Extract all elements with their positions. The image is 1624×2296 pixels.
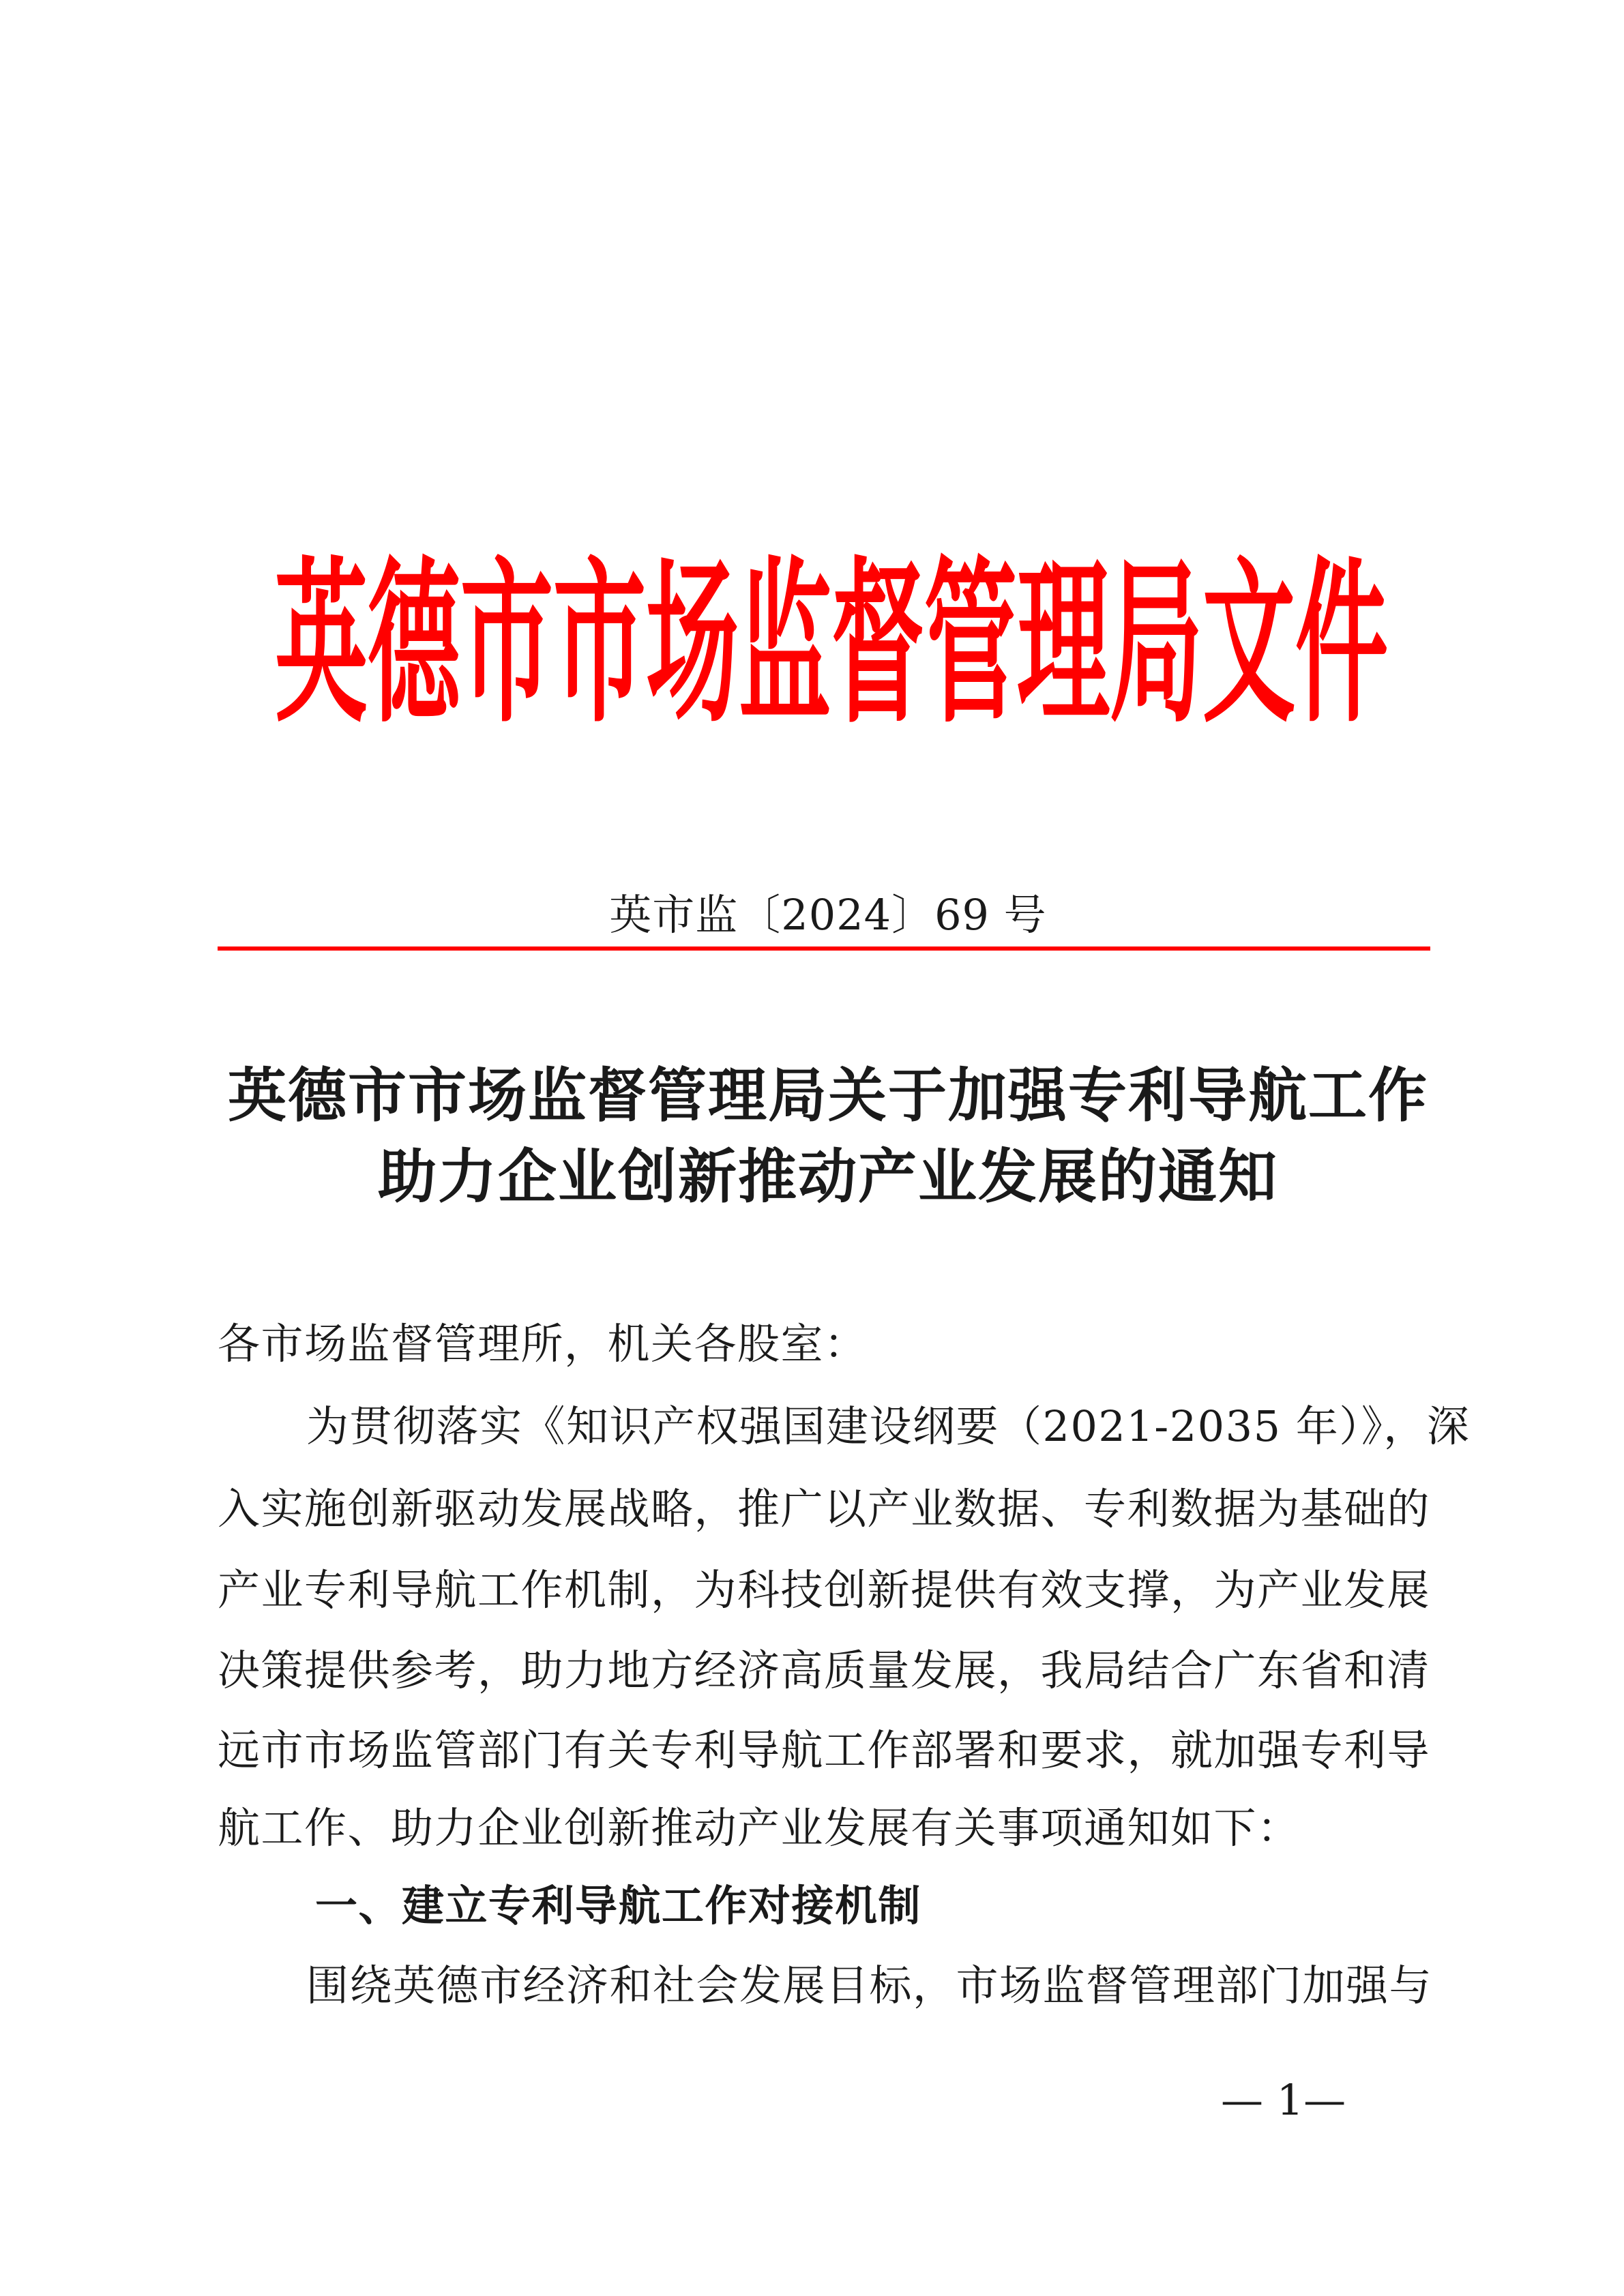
paragraph-line: 围绕英德市经济和社会发展目标，市场监督管理部门加强与	[306, 1960, 1433, 2010]
paragraph-line: 航工作、助力企业创新推动产业发展有关事项通知如下：	[218, 1803, 1301, 1853]
paragraph-line: 远市市场监管部门有关专利导航工作部署和要求，就加强专利导	[218, 1725, 1431, 1775]
paragraph-line: 为贯彻落实《知识产权强国建设纲要（2021-2035 年）》，深	[306, 1401, 1471, 1451]
page-number: — 1—	[1221, 2075, 1346, 2125]
salutation: 各市场监督管理所，机关各股室：	[218, 1319, 868, 1369]
notice-title-line-2: 助力企业创新推动产业发展的通知	[378, 1142, 1278, 1211]
paragraph-line: 入实施创新驱动发展战略，推广以产业数据、专利数据为基础的	[218, 1484, 1431, 1534]
paragraph-line: 产业专利导航工作机制，为科技创新提供有效支撑，为产业发展	[218, 1565, 1431, 1615]
red-divider	[218, 946, 1430, 951]
letterhead-title: 英德市市场监督管理局文件	[275, 542, 1388, 748]
section-heading: 一、建立专利导航工作对接机制	[315, 1881, 922, 1930]
document-number: 英市监〔2024〕69 号	[609, 890, 1047, 940]
letterhead	[272, 542, 1391, 748]
paragraph-line: 决策提供参考，助力地方经济高质量发展，我局结合广东省和清	[218, 1645, 1431, 1695]
notice-title-line-1: 英德市市场监督管理局关于加强专利导航工作	[228, 1061, 1428, 1130]
